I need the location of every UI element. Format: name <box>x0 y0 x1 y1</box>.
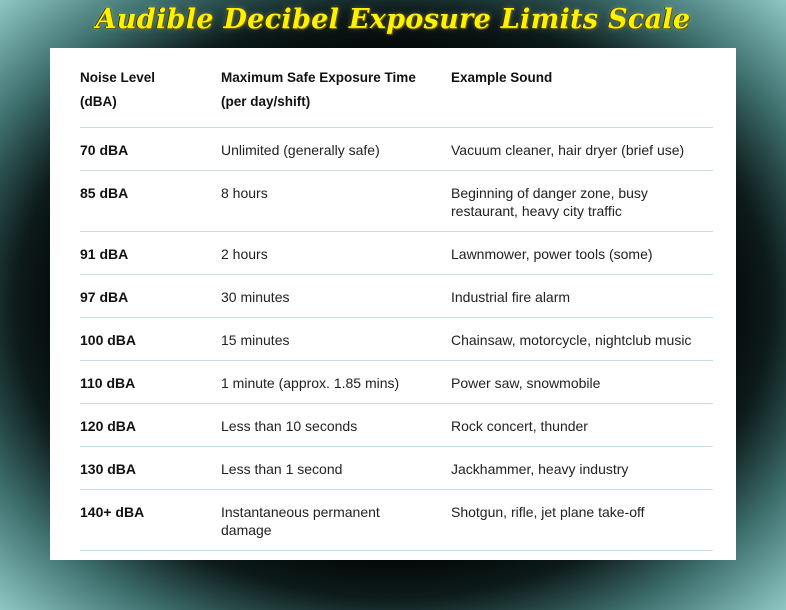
table-row <box>80 171 713 232</box>
noise-level-cell: 140+ dBA <box>80 504 145 520</box>
table-header <box>80 48 713 128</box>
exposure-time-cell: Unlimited (generally safe) <box>221 142 380 158</box>
header-exposure-time-line2: (per day/shift) <box>221 94 311 109</box>
example-sound-cell: Vacuum cleaner, hair dryer (brief use) <box>451 142 685 158</box>
header-example-sound: Example Sound <box>451 70 553 85</box>
exposure-time-cell: 15 minutes <box>221 332 290 348</box>
exposure-time-cell: 30 minutes <box>221 289 290 305</box>
table-card <box>50 48 736 560</box>
table-row <box>80 447 713 490</box>
table-row <box>80 361 713 404</box>
header-noise-level-line2: (dBA) <box>80 94 117 109</box>
example-sound-cell: Jackhammer, heavy industry <box>451 461 629 477</box>
noise-level-cell: 97 dBA <box>80 289 129 305</box>
table-row <box>80 275 713 318</box>
exposure-time-cell: 1 minute (approx. 1.85 mins) <box>221 375 400 391</box>
example-sound-cell: Chainsaw, motorcycle, nightclub music <box>451 332 692 348</box>
example-sound-cell: Beginning of danger zone, busy restaurant, heavy city traffic <box>451 185 648 219</box>
example-sound-cell: Lawnmower, power tools (some) <box>451 246 653 262</box>
noise-level-cell: 130 dBA <box>80 461 137 477</box>
exposure-time-cell: 2 hours <box>221 246 268 262</box>
exposure-time-cell: 8 hours <box>221 185 268 201</box>
exposure-table <box>80 48 713 551</box>
table-row <box>80 490 713 551</box>
example-sound-cell: Shotgun, rifle, jet plane take-off <box>451 504 645 520</box>
table-row <box>80 128 713 171</box>
example-sound-cell: Power saw, snowmobile <box>451 375 601 391</box>
page-title: Audible Decibel Exposure Limits Scale <box>95 4 691 35</box>
exposure-time-cell: Less than 10 seconds <box>221 418 358 434</box>
noise-level-cell: 110 dBA <box>80 375 136 391</box>
exposure-time-cell: Less than 1 second <box>221 461 343 477</box>
noise-level-cell: 70 dBA <box>80 142 129 158</box>
header-noise-level-line1: Noise Level <box>80 70 156 85</box>
table-row <box>80 232 713 275</box>
header-noise-level <box>80 66 215 114</box>
header-exposure-time <box>221 66 443 114</box>
example-sound-cell: Industrial fire alarm <box>451 289 571 305</box>
exposure-time-cell: Instantaneous permanent damage <box>221 504 380 538</box>
noise-level-cell: 85 dBA <box>80 185 129 201</box>
table-row <box>80 404 713 447</box>
noise-level-cell: 100 dBA <box>80 332 137 348</box>
noise-level-cell: 91 dBA <box>80 246 129 262</box>
noise-level-cell: 120 dBA <box>80 418 137 434</box>
header-exposure-time-line1: Maximum Safe Exposure Time <box>221 70 416 85</box>
example-sound-cell: Rock concert, thunder <box>451 418 588 434</box>
table-row <box>80 318 713 361</box>
